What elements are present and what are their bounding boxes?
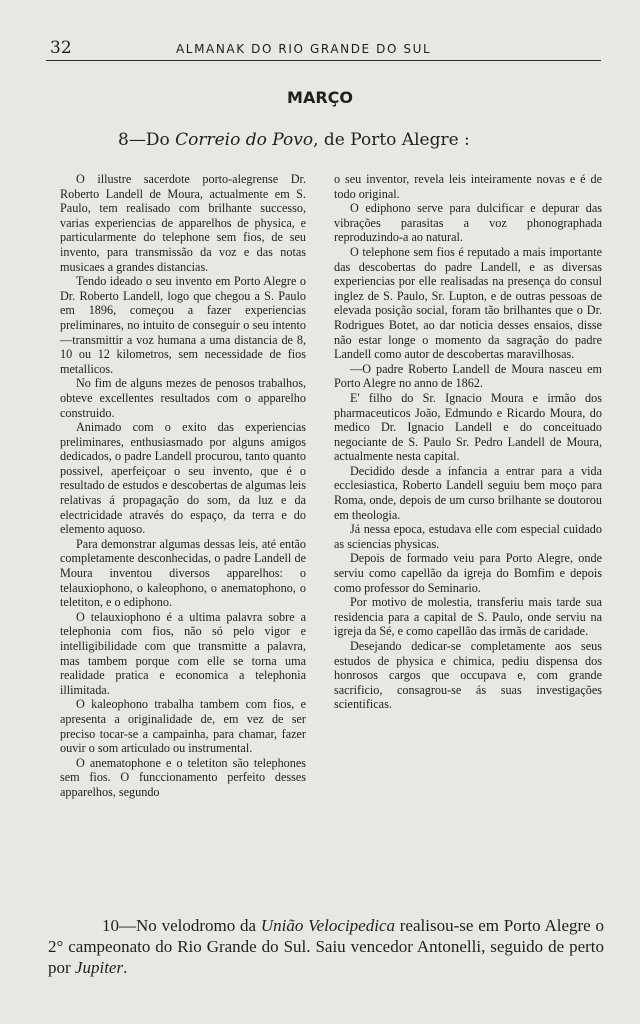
item-10-prefix: 10—No velodromo da (102, 916, 261, 935)
page-header (46, 36, 601, 61)
paragraph: Tendo ideado o seu invento em Porto Alegre o Dr. Roberto Landell, logo que chegou a S. Paulo em 1896, começou a fazer experiencias preliminares, no intuito de conseguir o seu intento—transmittir a voz humana a uma distancia de 8, 10 ou 12 kilometros, sem necessidade de fios metallicos. (60, 274, 306, 376)
item-8-heading (118, 130, 470, 150)
paragraph: Animado com o exito das experiencias preliminares, enthusiasmado por alguns amigos dedicados, o padre Landell procurou, tanto quanto possivel, aperfeiçoar o seu invento, que é o resultado de estudos e descobertas de algumas leis relativas á propagação do som, da luz e da electricidade através do espaço, da terra e do elemento aquoso. (60, 420, 306, 537)
item-8-suffix: , de Porto Alegre : (313, 130, 470, 150)
paragraph: Para demonstrar algumas dessas leis, até então completamente desconhecidas, o padre Landell de Moura inventou diversos apparelhos: o telauxiophono, o kaleophono, o anematophono, o teletiton, e o ediphono. (60, 536, 306, 610)
paragraph: —O padre Roberto Landell de Moura nasceu em Porto Alegre no anno de 1862. (334, 361, 602, 391)
left-column (60, 172, 306, 800)
paragraph: O telephone sem fios é reputado a mais importante das descobertas do padre Landell, e as diversas experiencias por elle realisadas na presença do consul inglez de S. Paulo, Sr. Lupton, e de outras pessoas de elevada posição social, foram tão brilhantes que o Dr. Rodrigues Botet, ao dar noticia desses ensaios, disse não estar longe o momento da sagração do padre Landell como autor de descobertas maravilhosas. (334, 244, 602, 362)
section-title: MARÇO (287, 88, 353, 107)
paragraph: Já nessa epoca, estudava elle com especial cuidado as sciencias physicas. (334, 522, 602, 551)
paragraph: o seu inventor, revela leis inteiramente novas e é de todo original. (334, 172, 602, 201)
paragraph: Decidido desde a infancia a entrar para a vida ecclesiastica, Roberto Landell seguiu bem moço para Roma, onde, depois de um curso brilhante se doutorou em theologia. (334, 463, 602, 522)
running-head: ALMANAK DO RIO GRANDE DO SUL (176, 42, 432, 56)
item-10-horse: Jupiter (74, 958, 124, 977)
item-10-middle: realisou-se em Porto Alegre o 2° campeonato do Rio Grande do Sul. Saiu vencedor Antonelli, seguido de perto por (48, 916, 604, 977)
paragraph: Desejando dedicar-se completamente aos seus estudos de physica e chimica, pediu dispensa dos honrosos cargos que occupava e, com grande sacrificio, consagrou-se ás suas investigações scientificas. (334, 639, 602, 712)
paragraph: Depois de formado veiu para Porto Alegre, onde serviu como capellão da igreja do Bomfim e depois como professor do Seminario. (334, 551, 602, 595)
paragraph: No fim de alguns mezes de penosos trabalhos, obteve excellentes resultados com o apparelho construido. (60, 376, 306, 420)
paragraph: E' filho do Sr. Ignacio Moura e irmão dos pharmaceuticos João, Edmundo e Ricardo Moura, do medico Dr. Ignacio Landell e do conceituado negociante de S. Paulo Sr. Pedro Landell de Moura, actualmente nesta capital. (334, 390, 602, 464)
page-number: 32 (50, 38, 72, 58)
item-10-paragraph (48, 915, 604, 978)
paragraph: O ediphono serve para dulcificar e depurar das vibrações parasitas a voz phonographada reproduzindo-a ao natural. (334, 201, 602, 245)
paragraph: Por motivo de molestia, transferiu mais tarde sua residencia para a capital de S. Paulo, onde serviu na igreja da Sé, e como capellão das irmãs de caridade. (334, 595, 602, 639)
item-10-end: . (123, 958, 128, 977)
item-8-prefix: 8—Do (118, 130, 176, 150)
paragraph: O anematophone e o teletiton são telephones sem fios. O funccionamento perfeito desses apparelhos, segundo (60, 755, 306, 799)
paragraph: O telauxiophono é a ultima palavra sobre a telephonia com fios, não só pelo vigor e intelligibilidade com que transmitte a palavra, mas tambem porque com elle se torna uma realidade pratica e economica a telephonia illimitada. (60, 609, 306, 697)
item-8-source: Correio do Povo (175, 130, 314, 150)
paragraph: O illustre sacerdote porto-alegrense Dr. Roberto Landell de Moura, actualmente em S. Paulo, tem realisado com brilhante successo, varias experiencias de apparelhos de physica, e particularmente do telephone sem fios, de seu invento, para transmissão da voz e das notas musicaes a grandes distancias. (60, 172, 306, 274)
right-column (334, 172, 602, 712)
item-10-club: União Velocipedica (260, 916, 395, 935)
paragraph: O kaleophono trabalha tambem com fios, e apresenta a originalidade de, em vez de ser preciso tocar-se a campainha, para chamar, fazer ouvir o som articulado ou instrumental. (60, 697, 306, 756)
